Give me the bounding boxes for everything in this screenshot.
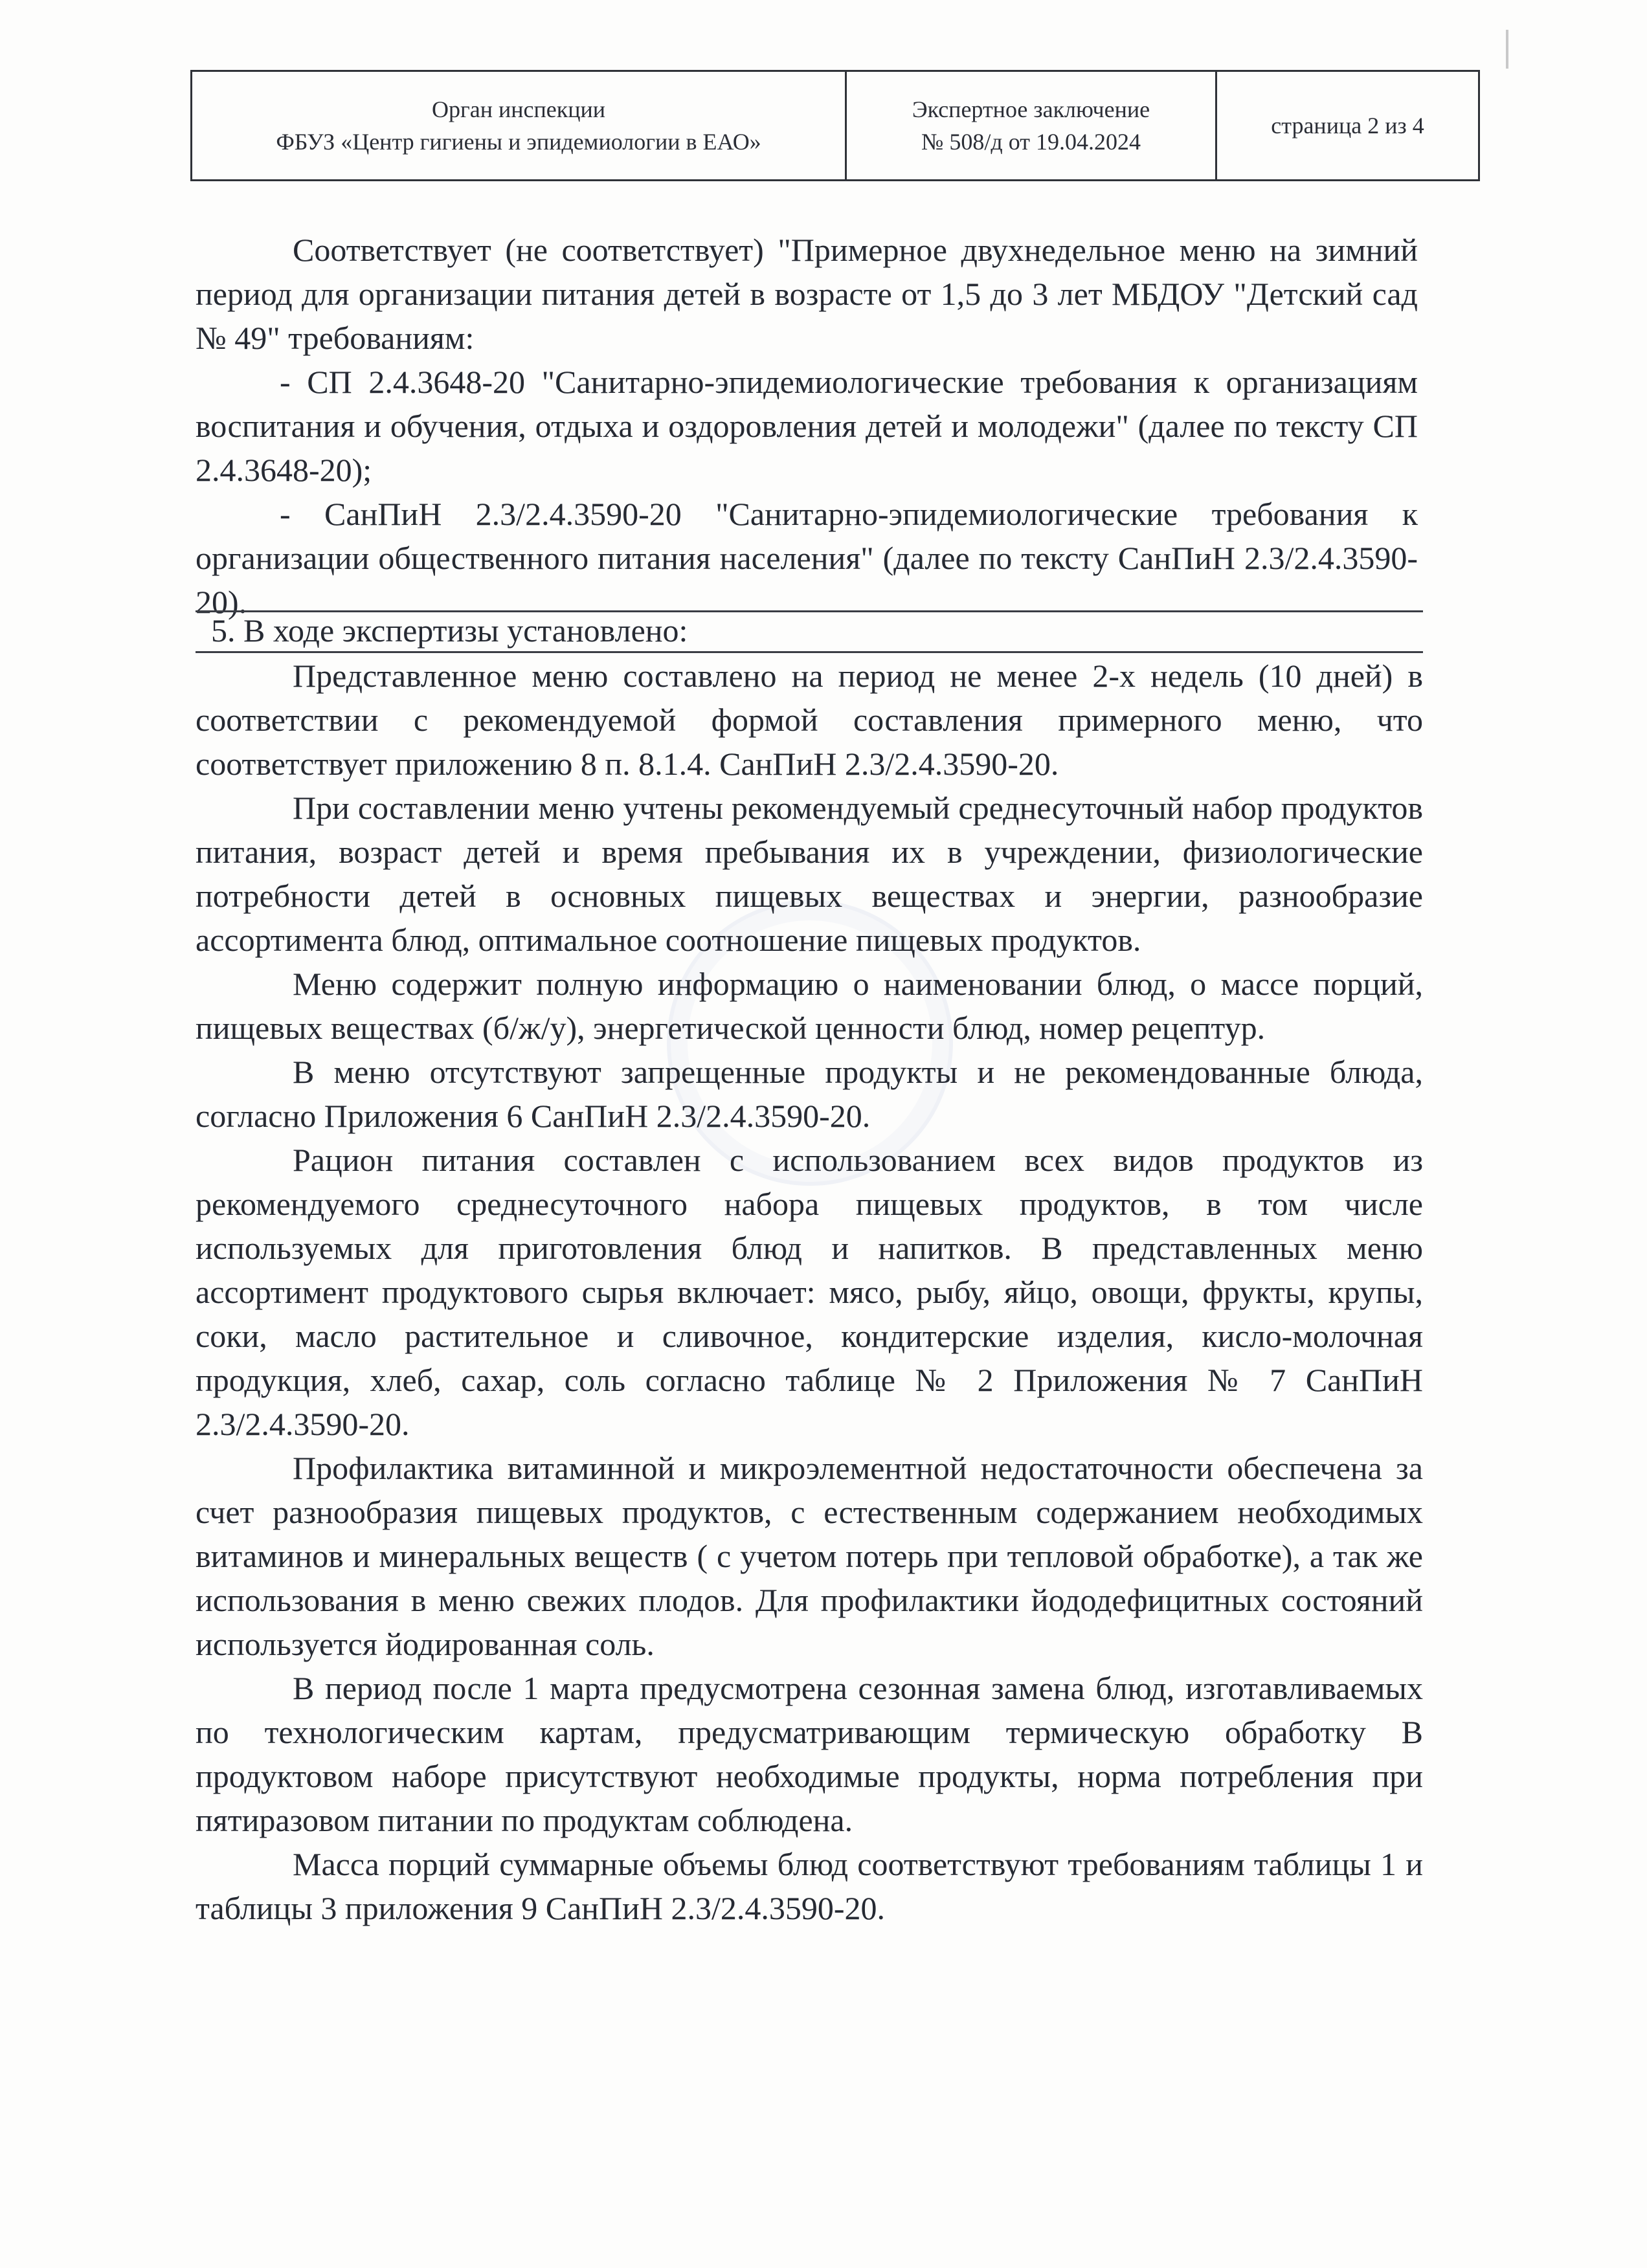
finding-paragraph: Масса порций суммарные объемы блюд соответствуют требованиям таблицы 1 и таблицы 3 приложения 9 СанПиН 2.3/2.4.3590-20. [196,1846,1423,1926]
conclusion-number: № 508/д от 19.04.2024 [921,129,1141,155]
finding-paragraph: При составлении меню учтены рекомендуемый среднесуточный набор продуктов питания, возраст детей и время пребывания их в учреждении, физиологические потребности детей в основных пищевых веществах и энергии, разнообразие ассортимента блюд, оптимальное соотношение пищевых продуктов. [196,790,1423,958]
finding-paragraph: В период после 1 марта предусмотрена сезонная замена блюд, изготавливаемых по технологическим картам, предусматривающим термическую обработку В продуктовом наборе присутствуют необходимые продукты, норма потребления при пятиразовом питании по продуктам соблюдена. [196,1670,1423,1838]
organ-name: ФБУЗ «Центр гигиены и эпидемиологии в ЕАО» [276,129,761,155]
header-page-cell [1215,72,1478,179]
finding-paragraph: Профилактика витаминной и микроэлементной недостаточности обеспечена за счет разнообразия пищевых продуктов, с естественным содержанием необходимых витаминов и минеральных веществ ( с учетом потерь при тепловой обработке), а так же использования в меню свежих плодов. Для профилактики йододефицитных состояний используется йодированная соль. [196,1450,1423,1662]
page-number: страница 2 из 4 [1271,113,1424,139]
header-conclusion-cell [845,72,1215,179]
organ-label: Орган инспекции [431,96,606,122]
section-heading: 5. В ходе экспертизы установлено: [211,612,688,649]
intro-block [196,228,1418,624]
finding-paragraph: Меню содержит полную информацию о наименовании блюд, о массе порций, пищевых веществах (б/ж/у), энергетической ценности блюд, номер рецептур. [196,966,1423,1046]
scan-mark [1506,30,1508,69]
finding-paragraph: Рацион питания составлен с использованием всех видов продуктов из рекомендуемого среднесуточного набора пищевых продуктов, в том числе используемых для приготовления блюд и напитков. В представленных меню ассортимент продуктового сырья включает: мясо, рыбу, яйцо, овощи, фрукты, крупы, соки, масло растительное и сливочное, кондитерские изделия, кисло-молочная продукция, хлеб, сахар, соль согласно таблице № 2 Приложения № 7 СанПиН 2.3/2.4.3590-20. [196,1142,1423,1442]
section-rule-bottom [196,651,1423,653]
requirement-item-sanpin: - СанПиН 2.3/2.4.3590-20 "Санитарно-эпидемиологические требования к организации общественного питания населения" (далее по тексту СанПиН 2.3/2.4.3590-20). [196,496,1418,620]
intro-paragraph: Соответствует (не соответствует) "Примерное двухнедельное меню на зимний период для организации питания детей в возрасте от 1,5 до 3 лет МБДОУ "Детский сад № 49" требованиям: [196,232,1418,356]
finding-paragraph: Представленное меню составлено на период не менее 2-х недель (10 дней) в соответствии с рекомендуемой формой составления примерного меню, что соответствует приложению 8 п. 8.1.4. СанПиН 2.3/2.4.3590-20. [196,658,1423,782]
requirement-item-sp: - СП 2.4.3648-20 "Санитарно-эпидемиологические требования к организациям воспитания и обучения, отдыха и оздоровления детей и молодежи" (далее по тексту СП 2.4.3648-20); [196,364,1418,488]
findings-block [196,654,1423,1930]
header-table [190,70,1480,181]
conclusion-label: Экспертное заключение [912,96,1150,122]
finding-paragraph: В меню отсутствуют запрещенные продукты и не рекомендованные блюда, согласно Приложения 6 СанПиН 2.3/2.4.3590-20. [196,1054,1423,1134]
header-organ-cell [192,72,845,179]
